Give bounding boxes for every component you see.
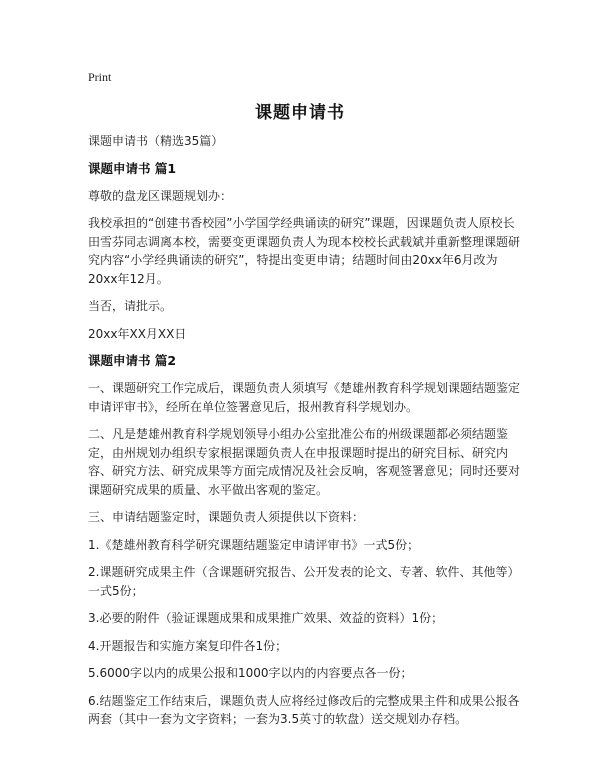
list-item: 4.开题报告和实施方案复印件各1份； (88, 638, 288, 653)
document-body (88, 132, 520, 738)
date: 20xx年XX月XX日 (88, 326, 187, 341)
closing: 当否，请批示。 (88, 299, 173, 313)
paragraph: 一、课题研究工作完成后，课题负责人须填写《楚雄州教育科学规划课题结题鉴定申请评审书》，经所在单位签署意见后，报州教育科学规划办。 (88, 381, 521, 414)
section-heading-1: 课题申请书 篇1 (88, 160, 177, 176)
list-item: 2.课题研究成果主件（含课题研究报告、公开发表的论文、专著、软件、其他等）一式5份； (88, 565, 520, 598)
list-item: 5.6000字以内的成果公报和1000字以内的内容要点各一份； (88, 666, 413, 680)
section-heading-2: 课题申请书 篇2 (88, 353, 177, 368)
page-title: 课题申请书 (255, 103, 345, 123)
paragraph: 三、申请结题鉴定时，课题负责人须提供以下资料： (88, 510, 365, 524)
subtitle: 课题申请书（精选35篇） (88, 134, 224, 148)
paragraph: 二、凡是楚雄州教育科学规划领导小组办公室批准公布的州级课题都必须结题鉴定，由州规划办组织专家根据课题负责人在申报课题时提出的研究目标、研究内容、研究方法、研究成果等方面完成情况及社会反响，客观签署意见；同时还要对课题研究成果的质量、水平做出客观的鉴定。 (88, 427, 521, 497)
print-label[interactable]: Print (88, 70, 112, 84)
list-item: 6.结题鉴定工作结束后，课题负责人应将经过修改后的完整成果主件和成果公报各两套（其中一套为文字资料；一套为3.5英寸的软盘）送交规划办存档。 (88, 693, 520, 726)
paragraph: 我校承担的“创建书香校园”小学国学经典诵读的研究”课题，因课题负责人原校长田雪芬同志调离本校，需要变更课题负责人为现本校校长武载斌并重新整理课题研究内容“小学经典诵读的研究”，特提出变更申请；结题时间由20xx年6月改为20xx年12月。 (88, 216, 521, 286)
salutation: 尊敬的盘龙区课题规划办： (88, 188, 233, 203)
list-item: 1.《楚雄州教育科学研究课题结题鉴定申请评审书》一式5份； (88, 537, 420, 552)
list-item: 3.必要的附件（验证课题成果和成果推广效果、效益的资料）1份； (88, 611, 444, 625)
